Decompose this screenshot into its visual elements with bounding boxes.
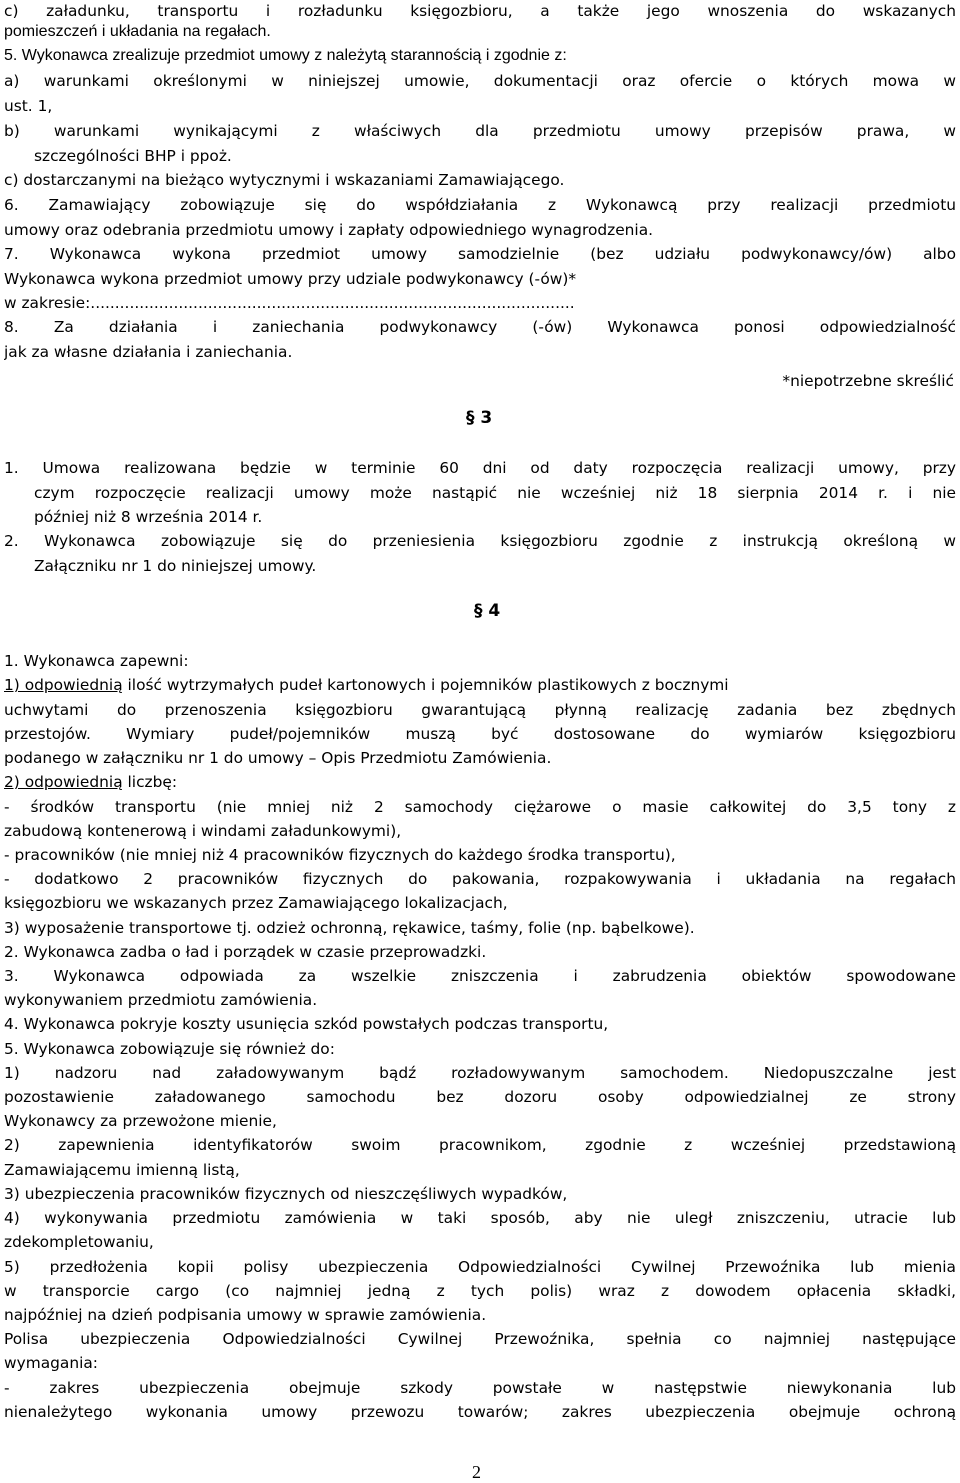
text-line: 3. Wykonawca odpowiada za wszelkie zniszczenia i zabrudzenia obiektów spowodowane [4,967,956,985]
text-line: 5. Wykonawca zrealizuje przedmiot umowy z należytą starannością i zgodnie z: [4,47,567,64]
text-line: 5. Wykonawca zobowiązuje się również do: [4,1040,335,1058]
text-line: wymagania: [4,1354,98,1372]
text-line: 7. Wykonawca wykona przedmiot umowy samodzielnie (bez udziału podwykonawcy/ów) albo [4,245,956,263]
text-line: w zakresie:................................................................................................... [4,294,575,312]
text-line: 5) przedłożenia kopii polisy ubezpieczenia Odpowiedzialności Cywilnej Przewoźnika lub mienia [4,1258,956,1276]
text-line: umowy oraz odebrania przedmiotu umowy i zapłaty odpowiedniego wynagrodzenia. [4,221,654,239]
text-line: ust. 1, [4,97,53,115]
text-line: Załączniku nr 1 do niniejszej umowy. [34,557,317,575]
text-line: 2. Wykonawca zadba o ład i porządek w czasie przeprowadzki. [4,943,487,961]
text-line: 4. Wykonawca pokryje koszty usunięcia szkód powstałych podczas transportu, [4,1015,609,1033]
text-line: księgozbioru we wskazanych przez Zamawiającego lokalizacjach, [4,894,508,912]
text-line: - zakres ubezpieczenia obejmuje szkody powstałe w następstwie niewykonania lub [4,1379,956,1397]
text-line: 2. Wykonawca zobowiązuje się do przeniesienia księgozbioru zgodnie z instrukcją określoną w [4,532,956,550]
section-heading-4: § 4 [474,601,501,621]
text-line: - pracowników (nie mniej niż 4 pracowników fizycznych do każdego środka transportu), [4,846,676,864]
text-line: pomieszczeń i układania na regałach. [4,23,271,40]
text-line: 6. Zamawiający zobowiązuje się do współdziałania z Wykonawcą przy realizacji przedmiotu [4,196,956,214]
text-line: Zamawiającemu imienną listą, [4,1161,240,1179]
text-line: c) dostarczanymi na bieżąco wytycznymi i wskazaniami Zamawiającego. [4,171,565,189]
text-run: ilość wytrzymałych pudeł kartonowych i pojemników plastikowych z bocznymi [122,676,729,694]
text-line: jak za własne działania i zaniechania. [4,343,293,361]
text-line: Wykonawca wykona przedmiot umowy przy udziale podwykonawcy (-ów)* [4,270,577,288]
text-line: później niż 8 września 2014 r. [34,508,263,526]
section-heading-3: § 3 [466,408,493,428]
text-line: Polisa ubezpieczenia Odpowiedzialności Cywilnej Przewoźnika, spełnia co najmniej następujące [4,1330,956,1348]
text-line: nienależytego wykonania umowy przewozu towarów; zakres ubezpieczenia obejmuje ochroną [4,1403,956,1421]
text-line: - środków transportu (nie mniej niż 2 samochody ciężarowe o masie całkowitej do 3,5 tony z [4,798,956,816]
text-line: 2) zapewnienia identyfikatorów swoim pracownikom, zgodnie z wcześniej przedstawioną [4,1136,956,1154]
text-line: 8. Za działania i zaniechania podwykonawcy (-ów) Wykonawca ponosi odpowiedzialność [4,318,956,336]
underlined-text: 1) odpowiednią [4,676,123,694]
text-line: szczególności BHP i ppoż. [34,147,232,165]
text-line: pozostawienie załadowanego samochodu bez dozoru osoby odpowiedzialnej ze strony [4,1088,956,1106]
text-line: c) załadunku, transportu i rozładunku księgozbioru, a także jego wnoszenia do wskazanych [4,2,956,20]
text-line: a) warunkami określonymi w niniejszej umowie, dokumentacji oraz ofercie o których mowa w [4,72,956,90]
text-line: b) warunkami wynikającymi z właściwych dla przedmiotu umowy przepisów prawa, w [4,122,956,140]
text-line: w transporcie cargo (co najmniej jedną z tych polis) wraz z dowodem opłacenia składki, [4,1282,956,1300]
text-line [4,771,956,793]
text-line: czym rozpoczęcie realizacji umowy może nastąpić nie wcześniej niż 18 sierpnia 2014 r. i nie [34,484,956,502]
text-line: podanego w załączniku nr 1 do umowy – Opis Przedmiotu Zamówienia. [4,749,552,767]
text-line: uchwytami do przenoszenia księgozbioru gwarantującą płynną realizację zadania bez zbędnych [4,701,956,719]
text-line: 1. Umowa realizowana będzie w terminie 60 dni od daty rozpoczęcia realizacji umowy, przy [4,459,956,477]
text-line: wykonywaniem przedmiotu zamówienia. [4,991,318,1009]
text-run: liczbę: [122,773,178,791]
text-line: zdekompletowaniu, [4,1233,154,1251]
text-line: 4) wykonywania przedmiotu zamówienia w taki sposób, aby nie uległ zniszczeniu, utracie lub [4,1209,956,1227]
footnote-text: *niepotrzebne skreślić [782,372,954,390]
text-line: przestojów. Wymiary pudeł/pojemników muszą być dostosowane do wymiarów księgozbioru [4,725,956,743]
text-line: najpóźniej na dzień podpisania umowy w sprawie zamówienia. [4,1306,487,1324]
text-line: zabudową kontenerową i windami załadunkowymi), [4,822,402,840]
text-line [4,674,956,696]
text-line: - dodatkowo 2 pracowników fizycznych do pakowania, rozpakowywania i układania na regałach [4,870,956,888]
text-line: 3) ubezpieczenia pracowników fizycznych od nieszczęśliwych wypadków, [4,1185,568,1203]
text-line: 3) wyposażenie transportowe tj. odzież ochronną, rękawice, taśmy, folie (np. bąbelkowe). [4,919,695,937]
page-number: 2 [472,1462,481,1482]
text-line: 1) nadzoru nad załadowywanym bądź rozładowywanym samochodem. Niedopuszczalne jest [4,1064,956,1082]
text-line: 1. Wykonawca zapewni: [4,652,189,670]
text-line: Wykonawcy za przewożone mienie, [4,1112,277,1130]
underlined-text: 2) odpowiednią [4,773,123,791]
